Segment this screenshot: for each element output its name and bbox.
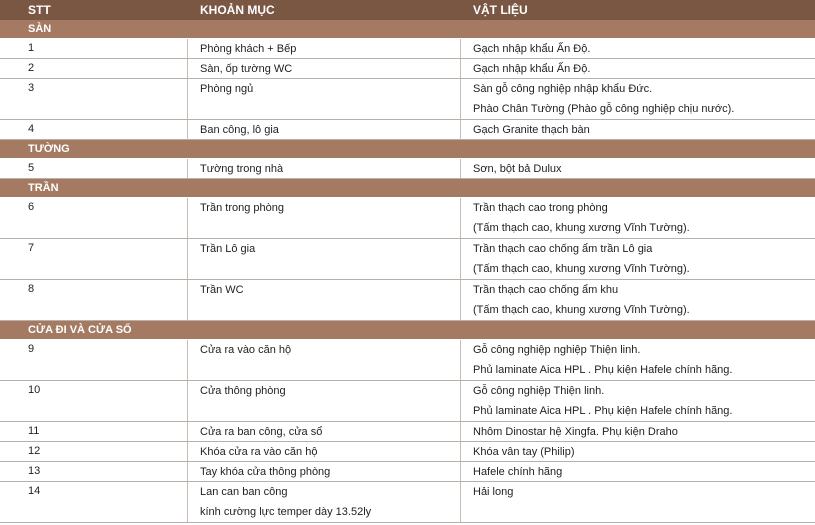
khoan-muc-line: Trần Lô gia — [200, 243, 256, 255]
stt-cell: 7 — [0, 239, 188, 279]
khoan-muc-line: Sàn, ốp tường WC — [200, 63, 293, 75]
khoan-muc-cell — [188, 120, 461, 139]
table-row — [0, 120, 815, 140]
khoan-muc-line: Khóa cửa ra vào căn hộ — [200, 446, 318, 458]
table-row — [0, 381, 815, 422]
table-row — [0, 340, 815, 381]
khoan-muc-line: Trần WC — [200, 284, 244, 296]
vat-lieu-cell — [461, 462, 815, 481]
vat-lieu-line: Trần thạch cao trong phòng — [473, 202, 608, 214]
khoan-muc-cell — [188, 198, 461, 238]
vat-lieu-cell — [461, 340, 815, 380]
stt-cell: 13 — [0, 462, 188, 481]
vat-lieu-line: Gỗ công nghiệp Thiện linh. — [473, 385, 605, 397]
vat-lieu-line: Phủ laminate Aica HPL . Phụ kiện Hafele chính hãng. — [473, 405, 733, 417]
khoan-muc-cell — [188, 239, 461, 279]
vat-lieu-line: Hafele chính hãng — [473, 466, 563, 478]
khoan-muc-cell — [188, 39, 461, 58]
khoan-muc-cell — [188, 442, 461, 461]
header-stt: STT — [28, 3, 51, 17]
section-header: CỬA ĐI VÀ CỬA SỔ — [0, 321, 815, 340]
table-body — [0, 20, 815, 523]
header-vat-lieu: VẬT LIỆU — [473, 3, 528, 17]
khoan-muc-cell — [188, 159, 461, 178]
stt-cell: 1 — [0, 39, 188, 58]
khoan-muc-line: kính cường lực temper dày 13.52ly — [200, 506, 372, 518]
vat-lieu-line: Phào Chân Tường (Phào gỗ công nghiệp chịu nước). — [473, 103, 735, 115]
khoan-muc-cell — [188, 381, 461, 421]
khoan-muc-cell — [188, 79, 461, 119]
khoan-muc-line: Trần trong phòng — [200, 202, 284, 214]
stt-cell: 11 — [0, 422, 188, 441]
table-row — [0, 482, 815, 523]
khoan-muc-cell — [188, 280, 461, 320]
vat-lieu-cell — [461, 39, 815, 58]
khoan-muc-line: Phòng ngủ — [200, 83, 254, 95]
section-header: SÀN — [0, 20, 815, 39]
vat-lieu-line: Nhôm Dinostar hệ Xingfa. Phụ kiện Draho — [473, 426, 678, 438]
table-row — [0, 59, 815, 79]
stt-cell: 12 — [0, 442, 188, 461]
khoan-muc-cell — [188, 462, 461, 481]
khoan-muc-line: Cửa ra ban công, cửa sổ — [200, 426, 323, 438]
stt-cell: 4 — [0, 120, 188, 139]
table-row — [0, 79, 815, 120]
khoan-muc-line: Lan can ban công — [200, 486, 288, 498]
vat-lieu-cell — [461, 422, 815, 441]
table-row — [0, 198, 815, 239]
khoan-muc-line: Phòng khách + Bếp — [200, 43, 297, 55]
vat-lieu-line: (Tấm thạch cao, khung xương Vĩnh Tường). — [473, 304, 690, 316]
vat-lieu-cell — [461, 442, 815, 461]
vat-lieu-line: Gạch nhập khẩu Ấn Độ. — [473, 63, 591, 75]
vat-lieu-cell — [461, 59, 815, 78]
khoan-muc-line: Ban công, lô gia — [200, 124, 279, 136]
stt-cell: 3 — [0, 79, 188, 119]
vat-lieu-cell — [461, 120, 815, 139]
vat-lieu-line: Sơn, bột bả Dulux — [473, 163, 562, 175]
vat-lieu-line: Khóa vân tay (Philip) — [473, 446, 575, 458]
table-row — [0, 280, 815, 321]
vat-lieu-line: Sàn gỗ công nghiệp nhập khẩu Đức. — [473, 83, 653, 95]
table-row — [0, 159, 815, 179]
vat-lieu-line: Gạch Granite thạch bàn — [473, 124, 590, 136]
table-row — [0, 39, 815, 59]
stt-cell: 9 — [0, 340, 188, 380]
table-row — [0, 442, 815, 462]
vat-lieu-line: Gạch nhập khẩu Ấn Độ. — [473, 43, 591, 55]
khoan-muc-cell — [188, 340, 461, 380]
section-header: TƯỜNG — [0, 140, 815, 159]
stt-cell: 8 — [0, 280, 188, 320]
vat-lieu-cell — [461, 280, 815, 320]
vat-lieu-line: (Tấm thạch cao, khung xương Vĩnh Tường). — [473, 263, 690, 275]
vat-lieu-line: (Tấm thạch cao, khung xương Vĩnh Tường). — [473, 222, 690, 234]
table-row — [0, 422, 815, 442]
stt-cell: 5 — [0, 159, 188, 178]
khoan-muc-cell — [188, 59, 461, 78]
stt-cell: 10 — [0, 381, 188, 421]
vat-lieu-line: Phủ laminate Aica HPL . Phụ kiện Hafele chính hãng. — [473, 364, 733, 376]
section-header: TRẦN — [0, 179, 815, 198]
vat-lieu-line: Hải long — [473, 486, 514, 498]
table-row — [0, 462, 815, 482]
khoan-muc-line: Tường trong nhà — [200, 163, 284, 175]
stt-cell: 2 — [0, 59, 188, 78]
stt-cell: 14 — [0, 482, 188, 522]
table-row — [0, 239, 815, 280]
table-header — [0, 0, 815, 20]
vat-lieu-line: Trần thạch cao chống ẩm khu — [473, 284, 619, 296]
vat-lieu-cell — [461, 482, 815, 522]
stt-cell: 6 — [0, 198, 188, 238]
vat-lieu-line: Trần thạch cao chống ẩm trần Lô gia — [473, 243, 653, 255]
header-khoan-muc: KHOẢN MỤC — [200, 3, 275, 17]
khoan-muc-line: Cửa ra vào căn hộ — [200, 344, 292, 356]
khoan-muc-line: Cửa thông phòng — [200, 385, 286, 397]
khoan-muc-cell — [188, 482, 461, 522]
vat-lieu-cell — [461, 239, 815, 279]
vat-lieu-line: Gỗ công nghiệp nghiệp Thiện linh. — [473, 344, 641, 356]
vat-lieu-cell — [461, 79, 815, 119]
khoan-muc-cell — [188, 422, 461, 441]
vat-lieu-cell — [461, 159, 815, 178]
vat-lieu-cell — [461, 381, 815, 421]
vat-lieu-cell — [461, 198, 815, 238]
khoan-muc-line: Tay khóa cửa thông phòng — [200, 466, 331, 478]
